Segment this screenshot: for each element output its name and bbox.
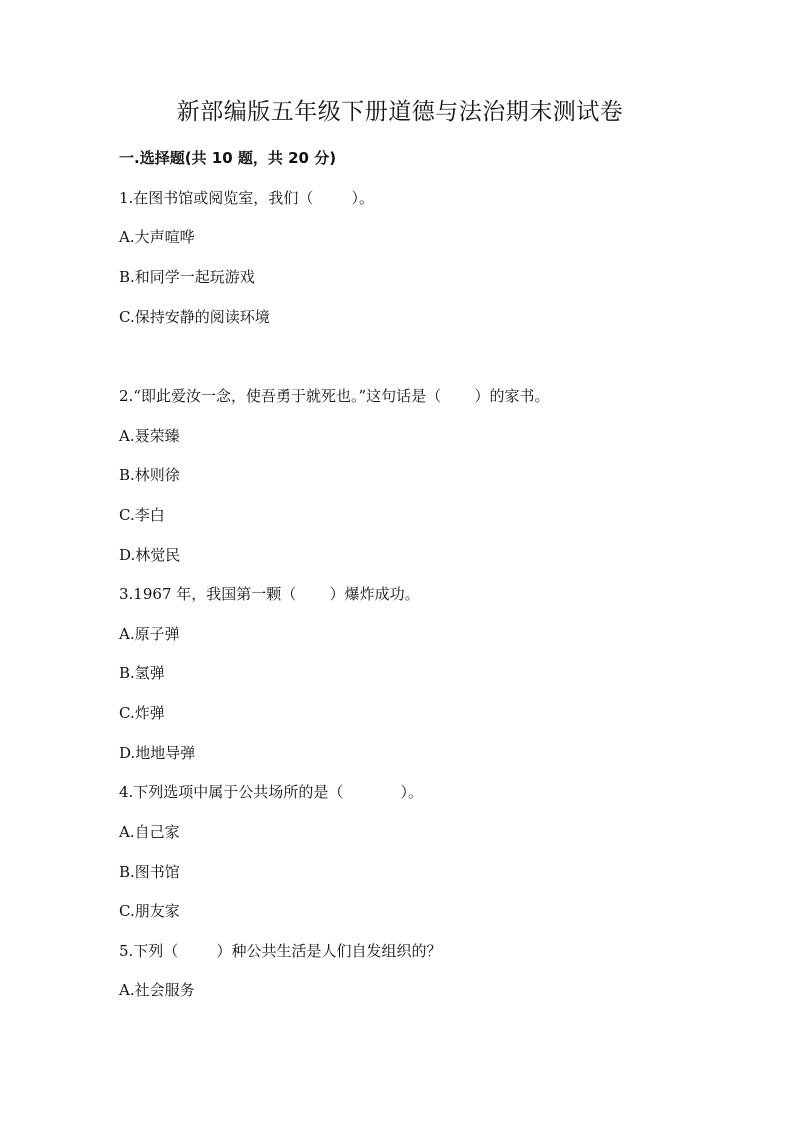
question-1-stem: 1.在图书馆或阅览室，我们（ ）。 [119, 189, 374, 207]
question-5-stem: 5.下列（ ）种公共生活是人们自发组织的？ [119, 942, 442, 960]
question-5-option-a: A.社会服务 [119, 981, 195, 999]
question-1-option-a: A.大声喧哗 [119, 228, 195, 246]
question-2-option-a: A.聂荣臻 [119, 427, 180, 445]
question-3-stem: 3.1967 年，我国第一颗（ ）爆炸成功。 [119, 585, 420, 603]
question-4-stem: 4.下列选项中属于公共场所的是（ ）。 [119, 783, 424, 801]
section-heading: 一.选择题(共 10 题，共 20 分) [119, 149, 337, 167]
document-title: 新部编版五年级下册道德与法治期末测试卷 [176, 99, 624, 125]
question-1-option-b: B.和同学一起玩游戏 [119, 268, 255, 286]
question-2-option-d: D.林觉民 [119, 546, 181, 564]
question-4-option-c: C.朋友家 [119, 902, 180, 920]
question-2-option-c: C.李白 [119, 506, 165, 524]
question-2-stem: 2.“即此爱汝一念，使吾勇于就死也。”这句话是（ ）的家书。 [119, 387, 550, 405]
question-4-option-a: A.自己家 [119, 823, 180, 841]
question-1-option-c: C.保持安静的阅读环境 [119, 308, 270, 326]
question-2-option-b: B.林则徐 [119, 466, 180, 484]
question-3-option-b: B.氢弹 [119, 664, 165, 682]
question-4-option-b: B.图书馆 [119, 863, 180, 881]
question-3-option-c: C.炸弹 [119, 704, 165, 722]
question-3-option-d: D.地地导弹 [119, 744, 196, 762]
question-3-option-a: A.原子弹 [119, 625, 180, 643]
